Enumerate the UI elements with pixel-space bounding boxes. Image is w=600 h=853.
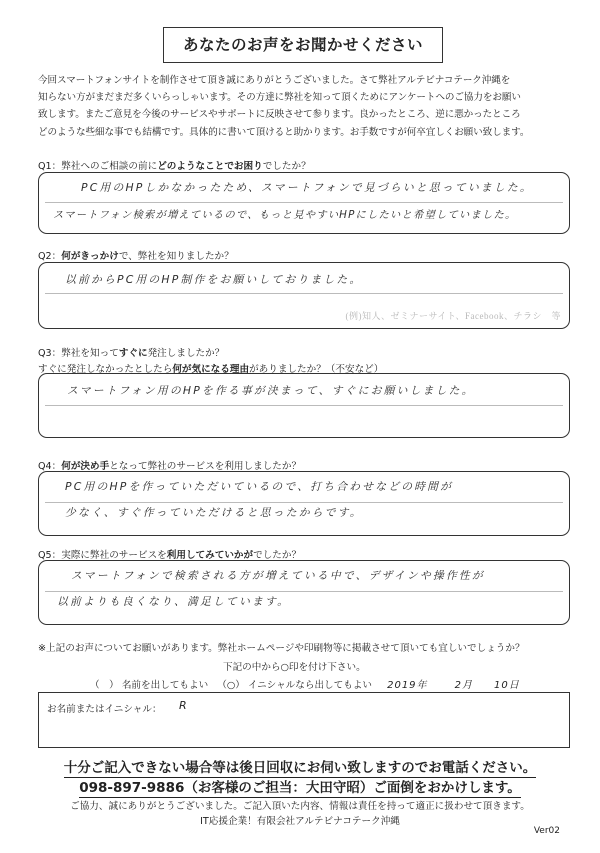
answer-1-line-1: PC用のHPしかなかったため、スマートフォンで見づらいと思っていました。 bbox=[81, 181, 533, 194]
date-day: 10日 bbox=[494, 680, 520, 691]
answer-4-line-1: PC用のHPを作っていただいているので、打ち合わせなどの時間が bbox=[65, 480, 454, 493]
question-5: Q5：実際に弊社のサービスを利用してみていかがでしたか？ bbox=[38, 550, 302, 561]
consent-row bbox=[90, 676, 520, 691]
answer-3-line-1: スマートフォン用のHPを作る事が決まって、すぐにお願いしました。 bbox=[67, 384, 475, 397]
date-year: 2019年 bbox=[387, 680, 428, 691]
page-title: あなたのお声をお聞かせください bbox=[163, 27, 443, 63]
answer-2-line-1: 以前からPC用のHP制作をお願いしておりました。 bbox=[65, 273, 363, 286]
answer-5-line-2: 以前よりも良くなり、満足しています。 bbox=[57, 595, 291, 608]
footer-company: IT応援企業！有限会社アルテビナコテーク沖縄 bbox=[200, 816, 400, 827]
question-3: Q3：弊社を知ってすぐに発注しましたか？ bbox=[38, 348, 225, 359]
example-hint: (例)知人、ゼミナーサイト、Facebook、チラシ 等 bbox=[345, 311, 561, 321]
intro-text bbox=[38, 72, 573, 141]
intro-line: 今回スマートフォンサイトを制作させて頂き誠にありがとうございました。さて弊社アルテビナコテーク沖縄を bbox=[38, 75, 511, 86]
footer-callout: 十分ご記入できない場合等は後日回収にお伺い致しますのでお電話ください。 bbox=[63, 760, 537, 776]
name-ok-checkbox[interactable]: （ ） bbox=[90, 680, 119, 691]
intro-line: 知らない方がまだまだ多くいらっしゃいます。その方達に弊社を知って頂くためにアンケートへのご協力をお願い bbox=[38, 92, 521, 104]
initial-ok-checkbox[interactable]: （○） bbox=[217, 680, 245, 691]
question-1: Q1：弊社へのご相談の前にどのようなことでお困りでしたか？ bbox=[38, 161, 311, 172]
name-value[interactable]: R bbox=[179, 699, 187, 712]
name-label: お名前またはイニシャル： bbox=[47, 704, 162, 715]
answer-box-2 bbox=[38, 262, 570, 329]
question-3-sub: すぐに発注しなかったとしたら何が気になる理由がありましたか？（不安など） bbox=[38, 364, 384, 375]
intro-line: 致します。またご意見を今後のサービスやサポートに反映させて参ります。良かったところ、逆に悪かったところ bbox=[38, 109, 521, 121]
initial-ok-label: イニシャルなら出してもよい bbox=[247, 680, 373, 691]
answer-box-4 bbox=[38, 471, 570, 536]
name-ok-label: 名前を出してもよい bbox=[121, 680, 209, 691]
question-2: Q2：何がきっかけで、弊社を知りましたか？ bbox=[38, 251, 234, 262]
answer-5-line-1: スマートフォンで検索される方が増えている中で、デザインや操作性が bbox=[71, 569, 485, 582]
answer-box-1 bbox=[38, 172, 570, 234]
intro-line: どのような些細な事でも結構です。具体的に書いて頂けると助かります。お手数ですが何卒宜しくお願い致します。 bbox=[38, 126, 530, 138]
footer-thanks: ご協力、誠にありがとうございました。ご記入頂いた内容、情報は責任を持って適正に扱わせて頂きます。 bbox=[70, 801, 530, 812]
consent-instruction: 下記の中から○印を付け下さい。 bbox=[223, 662, 366, 673]
name-box bbox=[38, 692, 570, 748]
date-month: 2月 bbox=[454, 680, 473, 691]
answer-box-5 bbox=[38, 560, 570, 625]
footer-phone: 098-897-9886（お客様のご担当：大田守昭）ご面倒をおかけします。 bbox=[79, 780, 521, 796]
answer-1-line-2: スマートフォン検索が増えているので、もっと見やすいHPにしたいと希望していました。 bbox=[53, 209, 517, 221]
question-4: Q4：何が決め手となって弊社のサービスを利用しましたか？ bbox=[38, 461, 302, 472]
answer-4-line-2: 少なく、すぐ作っていただけると思ったからです。 bbox=[65, 506, 363, 519]
version-label: Ver02 bbox=[533, 826, 560, 836]
consent-note: ※上記のお声についてお願いがあります。弊社ホームページや印刷物等に掲載させて頂いても宜しいでしょうか？ bbox=[38, 643, 525, 654]
answer-box-3 bbox=[38, 373, 570, 438]
